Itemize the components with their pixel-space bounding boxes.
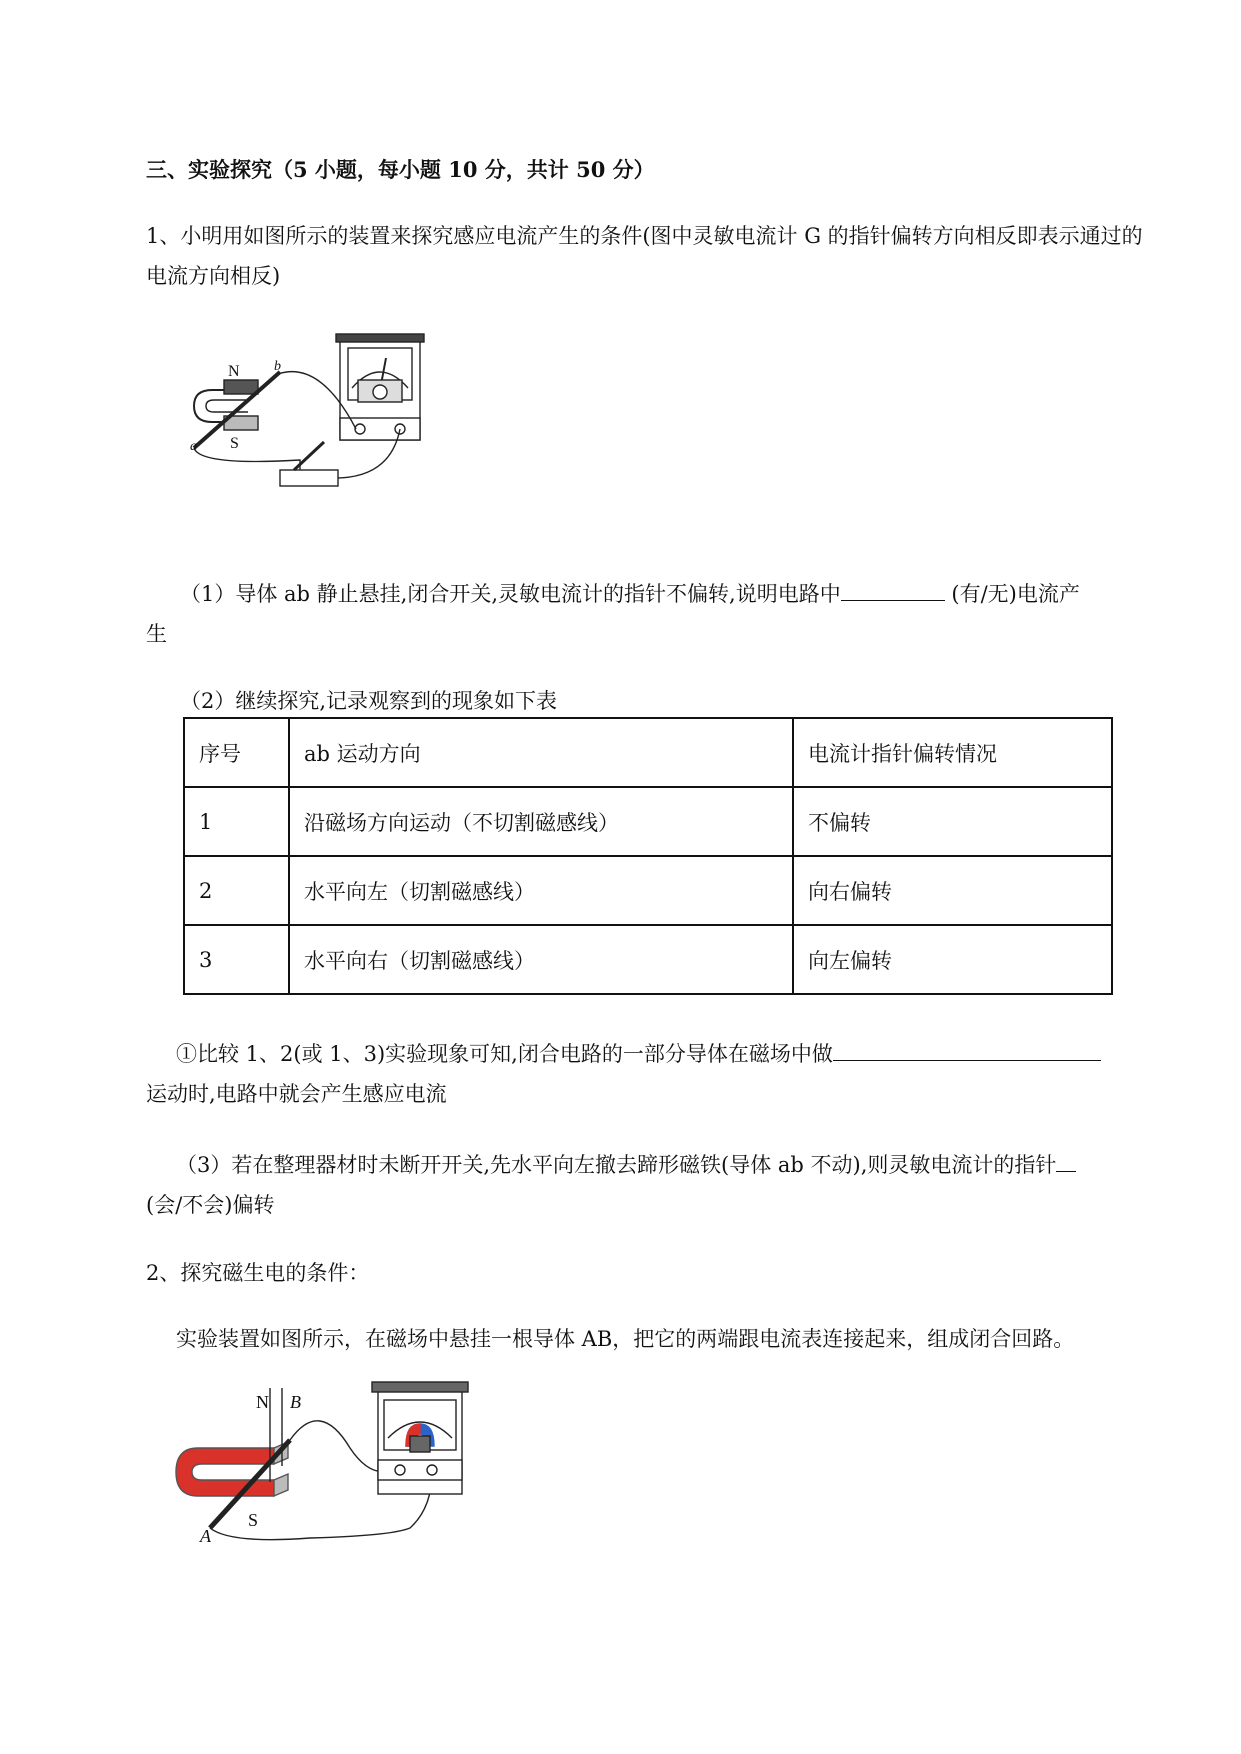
q1-conclusion-blank[interactable] [833, 1034, 1101, 1061]
table-cell: 向左偏转 [793, 925, 1112, 994]
table-cell: 3 [184, 925, 289, 994]
question-1-stem: 1、小明用如图所示的装置来探究感应电流产生的条件(图中灵敏电流计 G 的指针偏转方向相反即表示通过的电流方向相反) [146, 224, 1143, 288]
table-cell: 水平向右（切割磁感线） [289, 925, 793, 994]
q1-sub2: （2）继续探究,记录观察到的现象如下表 [180, 689, 558, 713]
fig2-label-n: N [256, 1392, 269, 1412]
q1-sub3: （3）若在整理器材时未断开开关,先水平向左撤去蹄形磁铁(导体 ab 不动),则灵敏电流计的指针 [176, 1145, 1076, 1185]
question-2-stem: 2、探究磁生电的条件： [146, 1261, 370, 1285]
observation-table [183, 717, 1113, 995]
table-header-row [184, 718, 1112, 787]
table-header-cell: 序号 [184, 718, 289, 787]
table-row [184, 856, 1112, 925]
table-header-cell: ab 运动方向 [289, 718, 793, 787]
q1-sub1: （1）导体 ab 静止悬挂,闭合开关,灵敏电流计的指针不偏转,说明电路中 (有/无)电流产 [180, 574, 1156, 614]
table-cell: 沿磁场方向运动（不切割磁感线） [289, 787, 793, 856]
table-header-cell: 电流计指针偏转情况 [793, 718, 1112, 787]
fig2-label-s: S [248, 1510, 259, 1530]
q1-conclusion: ①比较 1、2(或 1、3)实验现象可知,闭合电路的一部分导体在磁场中做 [176, 1034, 1101, 1074]
fig1-label-b: b [274, 359, 281, 374]
table-cell: 1 [184, 787, 289, 856]
table-cell: 不偏转 [793, 787, 1112, 856]
section-title: 三、实验探究（5 小题，每小题 10 分，共计 50 分） [146, 157, 655, 182]
q1-conclusion-cont: 运动时,电路中就会产生感应电流 [146, 1082, 447, 1106]
q1-sub1-cont: 生 [146, 622, 167, 646]
table-row [184, 787, 1112, 856]
q1-sub3-cont: (会/不会)偏转 [146, 1193, 275, 1217]
fig2-label-a: A [200, 1526, 211, 1546]
q1-sub3-blank[interactable] [1056, 1145, 1076, 1172]
table-row [184, 925, 1112, 994]
figure-2-apparatus [170, 1378, 470, 1548]
table-cell: 水平向左（切割磁感线） [289, 856, 793, 925]
table-cell: 向右偏转 [793, 856, 1112, 925]
fig2-label-b: B [290, 1392, 301, 1412]
q1-sub1-blank[interactable] [841, 574, 945, 601]
figure-1-apparatus [190, 330, 440, 540]
fig1-label-n: N [228, 363, 240, 380]
table-cell: 2 [184, 856, 289, 925]
question-2-desc: 实验装置如图所示，在磁场中悬挂一根导体 AB，把它的两端跟电流表连接起来，组成闭合回路。 [176, 1327, 1075, 1351]
fig1-label-s: S [230, 435, 239, 452]
fig1-label-a: a [190, 439, 197, 454]
